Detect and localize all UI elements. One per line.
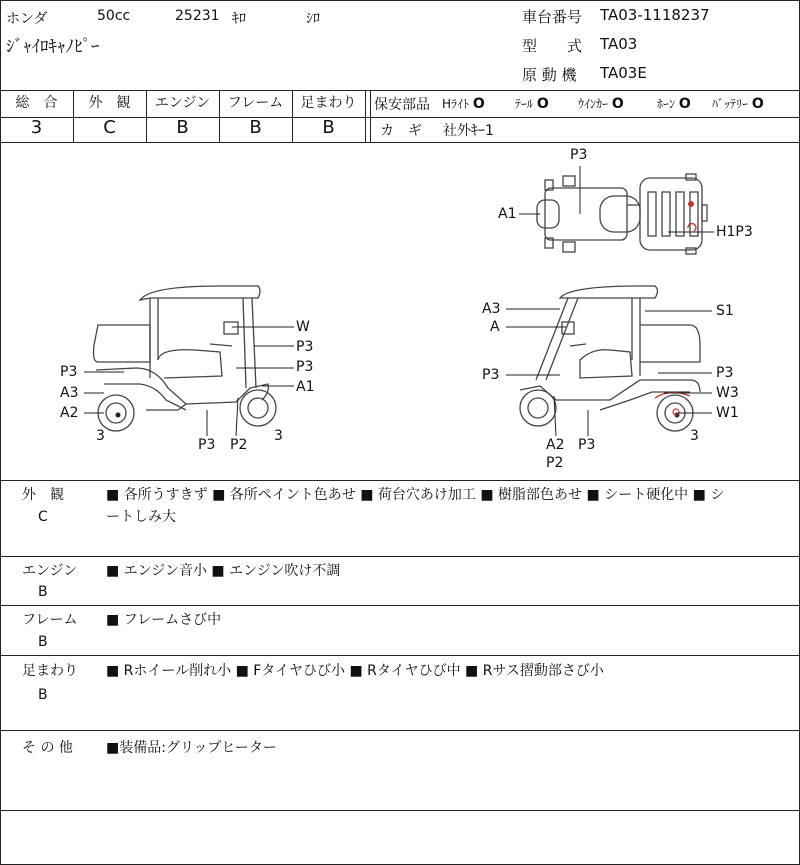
- left-label-a2: A2: [60, 405, 79, 421]
- chassis-label: 車台番号: [522, 8, 583, 26]
- top-label-p3: P3: [570, 147, 588, 163]
- remark-text: ■ Rホイール削れ小 ■ Fタイヤひび小 ■ Rタイヤひび中 ■ Rサス摺動部さび小: [106, 663, 604, 679]
- left-label-3a: 3: [96, 428, 105, 444]
- key-label: カ ギ: [380, 123, 422, 139]
- right-label-3: 3: [690, 428, 699, 444]
- exterior-label: 外 観: [88, 95, 131, 111]
- model-name: ｼﾞｬｲﾛｷｬﾉﾋﾟｰ: [6, 37, 100, 57]
- remark-label: フレーム: [22, 612, 78, 628]
- left-label-p3-bottom: P3: [198, 437, 216, 453]
- remark-text-cont: ートしみ大: [106, 509, 176, 525]
- remark-text: ■装備品:グリップヒーター: [106, 740, 277, 756]
- mileage-unit: ｷﾛ: [232, 11, 246, 27]
- key-value: 社外ｷｰ1: [443, 123, 494, 139]
- right-label-p2: P2: [546, 455, 564, 471]
- left-label-a1: A1: [296, 379, 315, 395]
- displacement: 50cc: [97, 8, 131, 24]
- engine-label: 原 動 機: [522, 66, 577, 84]
- exterior-grade: C: [103, 117, 116, 138]
- right-label-w3: W3: [716, 385, 739, 401]
- type-value: TA03: [600, 35, 638, 53]
- chassis-number: TA03-1118237: [600, 6, 710, 24]
- type-label: 型 式: [522, 37, 583, 55]
- remark-text: ■ フレームさび中: [106, 612, 222, 628]
- overall-label: 総 合: [15, 95, 58, 111]
- scooter-top-view: [519, 166, 714, 254]
- remark-label: 外 観: [22, 487, 64, 503]
- scooter-left-view: [84, 286, 294, 436]
- safety-horn: ﾎｰﾝ O: [657, 96, 691, 112]
- maker: ホンダ: [6, 11, 48, 27]
- left-label-3b: 3: [274, 428, 283, 444]
- remark-grade: B: [38, 687, 48, 703]
- engine-value: TA03E: [600, 64, 647, 82]
- safety-winker: ｳｲﾝｶｰ O: [578, 96, 624, 112]
- right-label-w1: W1: [716, 405, 739, 421]
- right-label-a2: A2: [546, 437, 565, 453]
- right-label-p3-rear: P3: [716, 365, 734, 381]
- remark-grade: C: [38, 509, 48, 525]
- left-label-p3-rear: P3: [60, 364, 78, 380]
- remark-grade: B: [38, 634, 48, 650]
- frame-label: フレーム: [227, 95, 284, 111]
- left-label-p3a: P3: [296, 339, 314, 355]
- suspension-grade: B: [322, 117, 335, 138]
- right-label-s1: S1: [716, 303, 734, 319]
- remark-text: ■ 各所うすきず ■ 各所ペイント色あせ ■ 荷台穴あけ加工 ■ 樹脂部色あせ ■ シート硬化中 ■ シ: [106, 487, 725, 503]
- left-label-a3: A3: [60, 385, 79, 401]
- safety-tail: ﾃｰﾙ O: [515, 96, 549, 112]
- safety-headlight: Hﾗｲﾄ O: [442, 96, 485, 112]
- suspension-label: 足まわり: [300, 95, 357, 111]
- scooter-right-view: [506, 286, 712, 436]
- engine-grade: B: [176, 117, 189, 138]
- left-label-w: W: [296, 319, 310, 335]
- right-label-a: A: [490, 319, 500, 335]
- overall-grade: 3: [30, 117, 43, 138]
- remark-text: ■ エンジン音小 ■ エンジン吹け不調: [106, 563, 341, 579]
- left-label-p2: P2: [230, 437, 248, 453]
- remark-label: そ の 他: [22, 740, 73, 756]
- engine-grade-label: エンジン: [154, 95, 211, 111]
- right-label-p3-front: P3: [482, 367, 500, 383]
- right-label-a3: A3: [482, 301, 501, 317]
- right-label-p3-bottom: P3: [578, 437, 596, 453]
- safety-battery: ﾊﾞｯﾃﾘｰ O: [712, 96, 764, 112]
- safety-label: 保安部品: [374, 97, 430, 113]
- top-label-a1: A1: [498, 206, 517, 222]
- remark-grade: B: [38, 584, 48, 600]
- left-label-p3b: P3: [296, 359, 314, 375]
- mileage: 25231: [175, 8, 220, 24]
- frame-grade: B: [249, 117, 262, 138]
- remark-label: 足まわり: [22, 663, 78, 679]
- remark-label: エンジン: [22, 563, 78, 579]
- top-label-h1p3: H1P3: [716, 224, 753, 240]
- body-color: ｼﾛ: [306, 11, 320, 27]
